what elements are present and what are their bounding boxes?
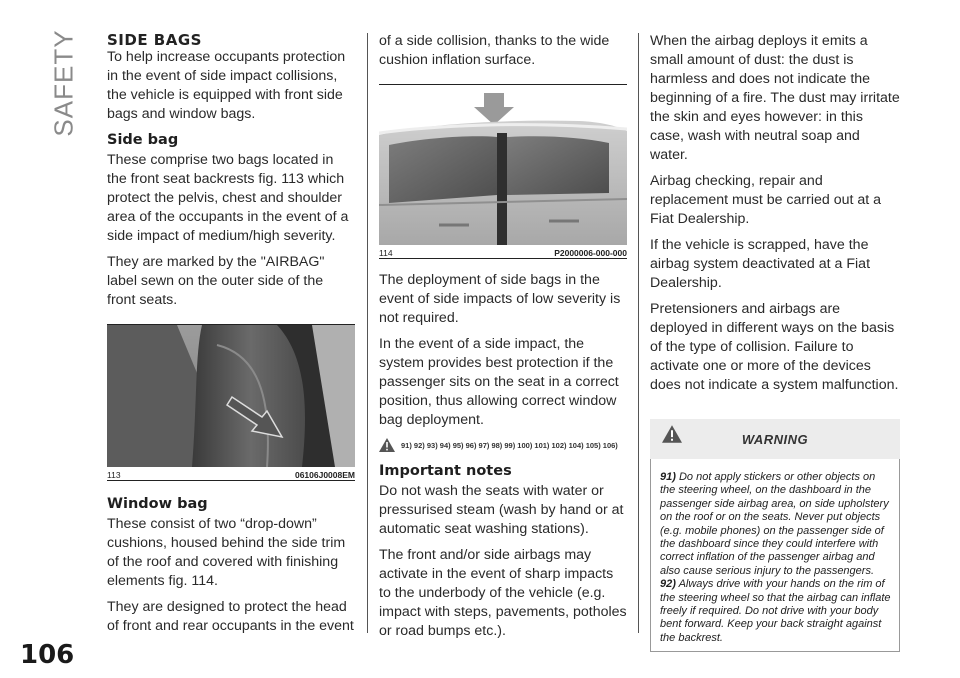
- figure-code: P2000006-000-000: [554, 248, 627, 258]
- paragraph: The deployment of side bags in the event of side impacts of low severity is not required.: [379, 272, 621, 326]
- paragraph: Airbag checking, repair and replacement must be carried out at a Fiat Dealership.: [650, 173, 882, 227]
- warning-title: WARNING: [741, 432, 809, 447]
- car-window-bag-image: [379, 85, 627, 245]
- figure-caption: [379, 245, 627, 258]
- column-3: [650, 32, 900, 652]
- warning-box: [650, 419, 900, 652]
- warning-text: Do not apply stickers or other objects on the steering wheel, on the dashboard in the passenger side airbag area, on side upholstery on the roof or on the seats. Never put objects (e.g. mobile phones) on the passenger side of the dashboard since they could interfere with correct inflation of the passenger airbag and also cause serious injury to the passengers.: [660, 471, 889, 577]
- column-divider: [638, 33, 639, 633]
- warning-triangle-icon: [379, 438, 395, 452]
- warning-references: [379, 438, 627, 452]
- window-bag-heading: Window bag: [107, 496, 208, 512]
- warning-number: 92): [660, 578, 676, 591]
- side-bag-heading: Side bag: [107, 132, 179, 148]
- warning-text: Always drive with your hands on the rim of the steering wheel so that the airbag can inflate freely if required. Do not drive with your body bent forward. Keep your back straight against the backrest.: [660, 578, 891, 644]
- side-bag-paragraph: These comprise two bags located in the front seat backrests fig. 113 which protect the pelvis, chest and shoulder area of the occupants in the event of a side impact of medium/high severity.: [107, 152, 349, 244]
- column-2: [379, 32, 627, 648]
- figure-113: [107, 324, 355, 481]
- warning-number: 91): [660, 471, 676, 483]
- paragraph: In the event of a side impact, the system provides best protection if the passenger sits on the seat in a correct position, thus allowing correct window bag deployment.: [379, 336, 619, 428]
- continued-paragraph: of a side collision, thanks to the wide cushion inflation surface.: [379, 33, 610, 68]
- paragraph: Pretensioners and airbags are deployed in different ways on the basis of the type of collision. Failure to activate one or more of the devices does not indicate a system malfunction.: [650, 301, 899, 393]
- important-notes-heading: Important notes: [379, 463, 512, 479]
- figure-caption: [107, 467, 355, 480]
- window-bag-paragraph: These consist of two “drop-down” cushions, housed behind the side trim of the roof and covered with finishing elements fig. 114.: [107, 516, 346, 589]
- figure-114: [379, 84, 627, 259]
- seat-side-bag-image: [107, 325, 355, 467]
- paragraph: Do not wash the seats with water or pressurised steam (wash by hand or at automatic seat washing stations).: [379, 483, 624, 537]
- column-1: [107, 32, 355, 643]
- warning-item-91: [660, 471, 891, 578]
- figure-number: 114: [379, 248, 393, 258]
- figure-code: 06106J0008EM: [294, 470, 355, 480]
- section-title: SIDE BAGS: [107, 31, 202, 49]
- column-divider: [367, 33, 368, 633]
- page-number: 106: [20, 640, 75, 670]
- intro-paragraph: To help increase occupants protection in the event of side impact collisions, the vehicle is equipped with front side bags and window bags.: [107, 49, 346, 122]
- paragraph: When the airbag deploys it emits a small amount of dust: the dust is harmless and does not indicate the beginning of a fire. The dust may irritate the skin and eyes however: in this case, wash with neutral soap and water.: [650, 33, 900, 163]
- warning-header: [650, 419, 900, 459]
- warning-reference-numbers: 91) 92) 93) 94) 95) 96) 97) 98) 99) 100) 101) 102) 104) 105) 106): [401, 440, 618, 450]
- figure-number: 113: [107, 470, 121, 480]
- warning-item-92: [660, 578, 891, 645]
- warning-body: [650, 459, 900, 652]
- window-bag-paragraph: They are designed to protect the head of front and rear occupants in the event: [107, 599, 354, 634]
- chapter-side-label: SAFETY: [48, 29, 79, 137]
- paragraph: The front and/or side airbags may activate in the event of sharp impacts to the underbody of the vehicle (e.g. impact with steps, pavements, potholes or road bumps etc.).: [379, 547, 627, 639]
- paragraph: If the vehicle is scrapped, have the airbag system deactivated at a Fiat Dealership.: [650, 237, 871, 291]
- side-bag-paragraph: They are marked by the "AIRBAG" label sewn on the outer side of the front seats.: [107, 254, 325, 308]
